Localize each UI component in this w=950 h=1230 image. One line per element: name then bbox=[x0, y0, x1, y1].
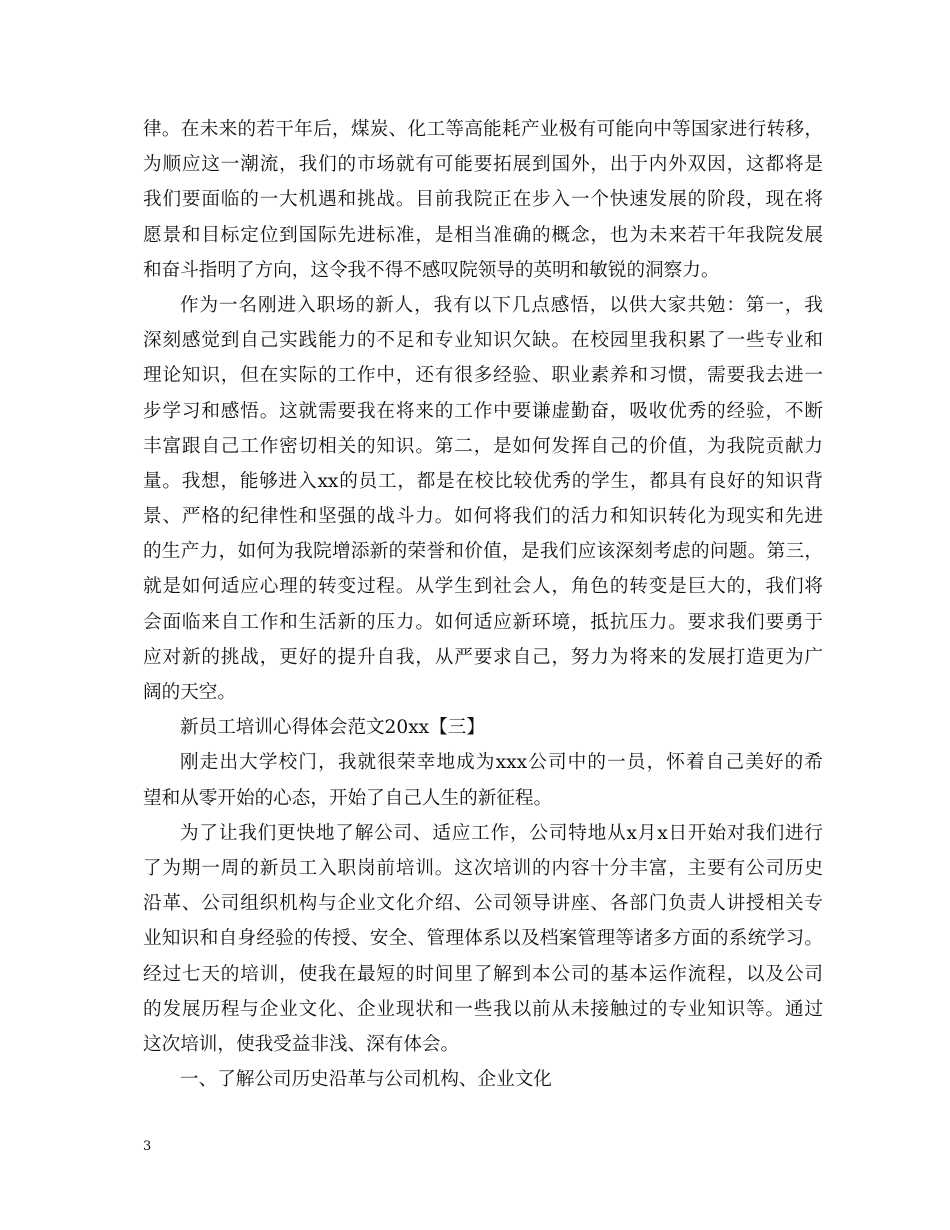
text-line: 了为期一周的新员工入职岗前培训。这次培训的内容十分丰富，主要有公司历史 bbox=[143, 857, 823, 879]
text-line: 我们要面临的一大机遇和挑战。目前我院正在步入一个快速发展的阶段，现在将 bbox=[143, 189, 823, 211]
text-line: 就是如何适应心理的转变过程。从学生到社会人，角色的转变是巨大的，我们将 bbox=[143, 576, 823, 598]
text-line: 的生产力，如何为我院增添新的荣誉和价值，是我们应该深刻考虑的问题。第三， bbox=[143, 541, 823, 563]
section-heading: 一、了解公司历史沿革与公司机构、企业文化 bbox=[180, 1069, 552, 1091]
text-line: 应对新的挑战，更好的提升自我，从严要求自己，努力为将来的发展打造更为广 bbox=[143, 646, 823, 668]
section-heading: 新员工培训心得体会范文20xx【三】 bbox=[180, 717, 485, 739]
text-line: 景、严格的纪律性和坚强的战斗力。如何将我们的活力和知识转化为现实和先进 bbox=[143, 506, 823, 528]
text-line: 会面临来自工作和生活新的压力。如何适应新环境，抵抗压力。要求我们要勇于 bbox=[143, 611, 823, 633]
text-line: 律。在未来的若干年后，煤炭、化工等高能耗产业极有可能向中等国家进行转移， bbox=[143, 119, 823, 140]
text-line: 这次培训，使我受益非浅、深有体会。 bbox=[143, 1033, 460, 1055]
text-line: 望和从零开始的心态，开始了自己人生的新征程。 bbox=[143, 787, 553, 809]
text-line: 深刻感觉到自己实践能力的不足和专业知识欠缺。在校园里我积累了一些专业和 bbox=[143, 330, 823, 352]
document-page bbox=[143, 112, 823, 1097]
text-line: 量。我想，能够进入xx的员工，都是在校比较优秀的学生，都具有良好的知识背 bbox=[143, 470, 823, 492]
text-line: 刚走出大学校门，我就很荣幸地成为xxx公司中的一员，怀着自己美好的希 bbox=[180, 752, 823, 774]
text-line: 经过七天的培训，使我在最短的时间里了解到本公司的基本运作流程，以及公司 bbox=[143, 963, 823, 985]
text-line: 沿革、公司组织机构与企业文化介绍、公司领导讲座、各部门负责人讲授相关专 bbox=[143, 893, 823, 915]
text-line: 为了让我们更快地了解公司、适应工作，公司特地从x月x日开始对我们进行 bbox=[180, 822, 823, 844]
text-line: 作为一名刚进入职场的新人，我有以下几点感悟，以供大家共勉：第一，我 bbox=[180, 294, 823, 316]
text-line: 丰富跟自己工作密切相关的知识。第二，是如何发挥自己的价值，为我院贡献力 bbox=[143, 435, 823, 457]
page-number: 3 bbox=[143, 1139, 152, 1154]
text-line: 阔的天空。 bbox=[143, 682, 236, 703]
text-line: 愿景和目标定位到国际先进标准，是相当准确的概念，也为未来若干年我院发展 bbox=[143, 224, 823, 246]
text-line: 和奋斗指明了方向，这令我不得不感叹院领导的英明和敏锐的洞察力。 bbox=[143, 259, 720, 281]
text-line: 步学习和感悟。这就需要我在将来的工作中要谦虚勤奋，吸收优秀的经验，不断 bbox=[143, 400, 823, 422]
text-line: 业知识和自身经验的传授、安全、管理体系以及档案管理等诸多方面的系统学习。 bbox=[143, 928, 823, 950]
text-line: 为顺应这一潮流，我们的市场就有可能要拓展到国外，出于内外双因，这都将是 bbox=[143, 154, 823, 176]
text-line: 理论知识，但在实际的工作中，还有很多经验、职业素养和习惯，需要我去进一 bbox=[143, 365, 823, 387]
text-line: 的发展历程与企业文化、企业现状和一些我以前从未接触过的专业知识等。通过 bbox=[143, 998, 823, 1020]
